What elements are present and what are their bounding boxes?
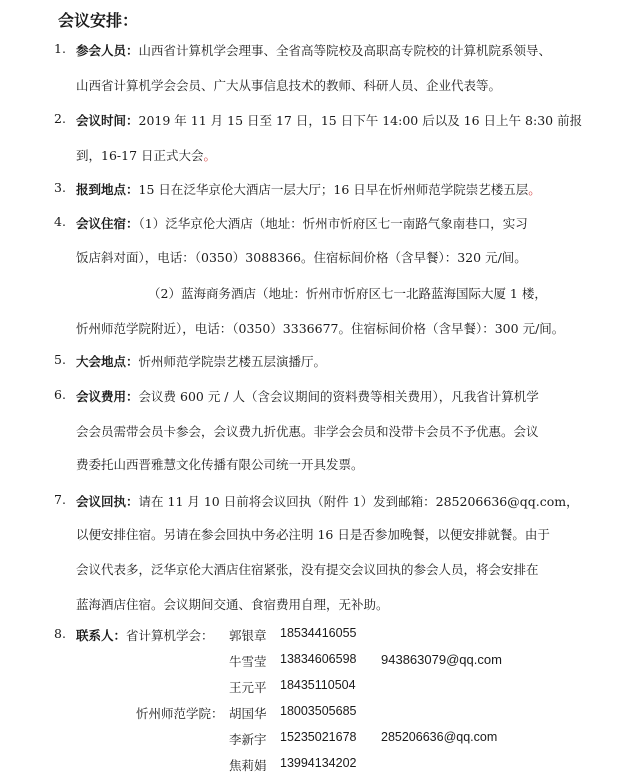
item-text: 忻州师范学院崇艺楼五层演播厅。 (138, 354, 327, 369)
item-number: 1. (54, 41, 66, 56)
contact-phone: 15235021678 (280, 730, 357, 744)
org-name: 忻州师范学院： (136, 706, 224, 721)
item-text: 山西省计算机学会会员、广大从事信息技术的教师、科研人员、企业代表等。 (76, 78, 502, 93)
item-label: 会议费用： (76, 389, 139, 404)
contact-name: 李新宇 (229, 732, 267, 747)
item-text: （1）泛华京伦大酒店（地址：忻州市忻府区七一南路气象南巷口，实习 (138, 216, 528, 231)
contact-phone: 18534416055 (280, 626, 357, 640)
contact-name: 胡国华 (229, 706, 267, 721)
item-label: 联系人： (76, 628, 127, 643)
item-label: 参会人员： (76, 43, 139, 58)
item-text: 蓝海酒店住宿。会议期间交通、食宿费用自理，无补助。 (76, 597, 389, 612)
item-number: 4. (54, 214, 66, 229)
item-text: 会议代表多，泛华京伦大酒店住宿紧张，没有提交会议回执的参会人员，将会安排在 (76, 562, 539, 577)
contact-name: 焦莉娟 (229, 758, 267, 773)
page-title: 会议安排： (58, 11, 139, 30)
contact-phone: 18003505685 (280, 704, 357, 718)
item-label: 报到地点： (76, 182, 139, 197)
item-number: 3. (54, 180, 66, 195)
contact-phone: 13994134202 (280, 756, 357, 770)
item-text: 会议费 600 元 / 人（含会议期间的资料费等相关费用），凡我省计算机学 (138, 389, 539, 404)
item-text: 忻州师范学院附近），电话：（0350）3336677。住宿标间价格（含早餐）：300 元/间。 (76, 321, 565, 336)
item-text: 15 日在泛华京伦大酒店一层大厅；16 日早在忻州师范学院崇艺楼五层 (138, 182, 529, 197)
item-text: 2019 年 11 月 15 日至 17 日，15 日下午 14:00 后以及 16 日上午 8:30 前报 (138, 113, 583, 128)
item-label: 会议时间： (76, 113, 139, 128)
item-text: 饭店斜对面），电话：（0350）3088366。住宿标间价格（含早餐）：320 元/间。 (76, 250, 527, 265)
item-text: 会会员需带会员卡参会，会议费九折优惠。非学会会员和没带卡会员不予优惠。会议 (76, 424, 539, 439)
item-text: 山西省计算机学会理事、全省高等院校及高职高专院校的计算机院系领导、 (138, 43, 552, 58)
item-label: 大会地点： (76, 354, 139, 369)
item-number: 6. (54, 387, 66, 402)
item-number: 8. (54, 626, 66, 641)
contact-name: 王元平 (229, 680, 267, 695)
contact-name: 牛雪莹 (229, 654, 267, 669)
contact-phone: 13834606598 (280, 652, 357, 666)
item-text: 以便安排住宿。另请在参会回执中务必注明 16 日是否参加晚餐，以便安排就餐。由于 (76, 527, 550, 542)
item-label: 会议住宿： (76, 216, 139, 231)
item-text: 费委托山西晋雅慧文化传播有限公司统一开具发票。 (76, 457, 364, 472)
red-mark: 。 (203, 148, 217, 163)
item-number: 2. (54, 111, 66, 126)
contact-email: 943863079@qq.com (381, 652, 502, 667)
contact-email: 285206636@qq.com (381, 730, 498, 744)
item-text: 到，16-17 日正式大会 (76, 148, 204, 163)
contact-phone: 18435110504 (280, 678, 356, 692)
item-text: （2）蓝海商务酒店（地址：忻州市忻府区七一北路蓝海国际大厦 1 楼， (148, 286, 547, 301)
item-label: 会议回执： (76, 494, 139, 509)
item-text: 请在 11 月 10 日前将会议回执（附件 1）发到邮箱：285206636@qq.com， (138, 494, 579, 509)
item-number: 5. (54, 352, 66, 367)
item-number: 7. (54, 492, 66, 507)
contact-name: 郭银章 (229, 628, 267, 643)
red-mark: 。 (528, 182, 541, 197)
org-name: 省计算机学会： (126, 628, 214, 643)
